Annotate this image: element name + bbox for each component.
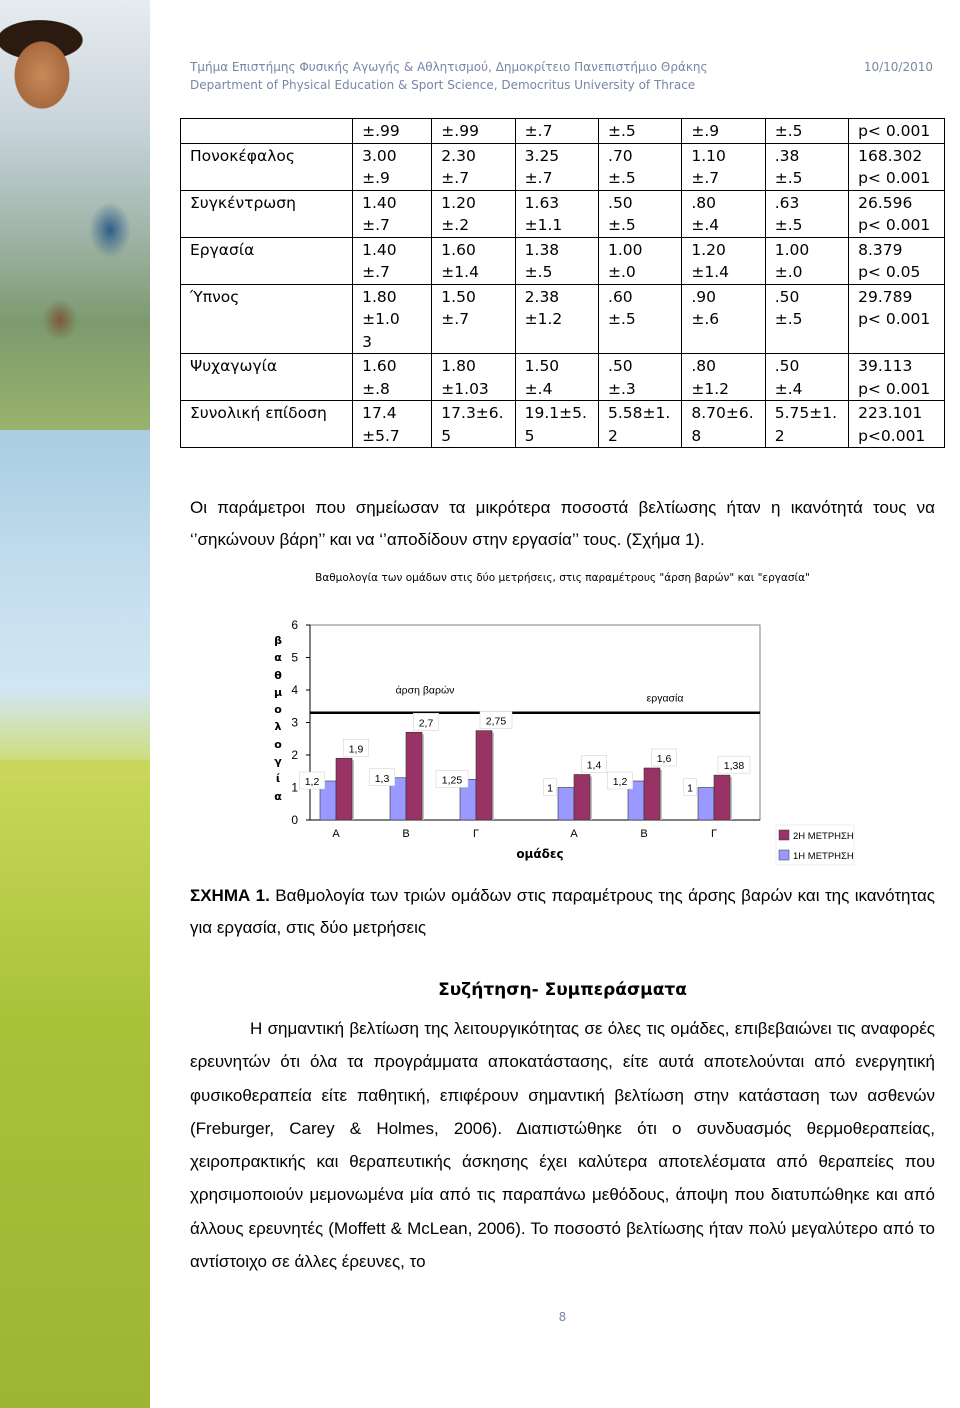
cell-value: 1.63 ±1.1 (524, 193, 563, 234)
cell-value: .60 ±.5 (608, 287, 636, 328)
cell-value: ±.7 (524, 122, 553, 140)
table-cell (682, 190, 765, 237)
table-cell (599, 190, 682, 237)
table-cell (432, 401, 515, 448)
bar-series2 (336, 758, 352, 820)
cell-value: 2.38 ±1.2 (524, 287, 563, 328)
page-number: 8 (558, 1310, 567, 1324)
table-cell (353, 143, 432, 190)
cell-value: ±.99 (441, 122, 479, 140)
group-label: άρση βαρών (395, 684, 455, 697)
cell-value: .80 ±1.2 (691, 357, 730, 398)
data-label-series2: 1,6 (656, 753, 672, 765)
legend-label: 1Η ΜΕΤΡΗΣΗ (793, 851, 854, 862)
cell-value: 1.20 ±.2 (441, 193, 476, 234)
table-cell (515, 354, 598, 401)
y-label-letter: ί (275, 772, 281, 786)
data-label-series1: 1,3 (374, 772, 390, 785)
cell-value: 1.50 ±.7 (441, 287, 476, 328)
table-cell (682, 401, 765, 448)
decorative-side-banner (0, 0, 150, 1408)
table-cell (432, 143, 515, 190)
cell-value: 1.60 ±1.4 (441, 240, 479, 281)
y-label-letter: α (274, 651, 282, 665)
p-value: 29.789 p< 0.001 (858, 287, 931, 328)
table-cell (432, 237, 515, 284)
data-label-series2: 1,9 (348, 743, 364, 756)
table-cell (682, 237, 765, 284)
table-cell (353, 284, 432, 354)
table-row (181, 143, 945, 190)
table-cell (353, 354, 432, 401)
data-label-series1: 1 (687, 782, 693, 795)
x-category-label: Α (332, 828, 340, 840)
data-label-series1: 1 (547, 782, 553, 795)
row-label (181, 119, 353, 144)
cell-value: 1.40 ±.7 (362, 240, 397, 281)
p-value-cell (849, 401, 945, 448)
table-cell (599, 401, 682, 448)
data-label-series1: 1,2 (612, 776, 628, 788)
group-label: εργασία (646, 692, 684, 705)
data-label-series2: 2,7 (418, 717, 434, 730)
legend-swatch (779, 830, 789, 840)
y-tick-label: 0 (291, 813, 298, 827)
x-axis-title: ομάδες (516, 847, 564, 861)
table-cell (765, 401, 848, 448)
table-cell (432, 354, 515, 401)
row-label: Ύπνος (181, 284, 353, 354)
table-cell (432, 190, 515, 237)
chart-title: Βαθμολογία των ομάδων στις δύο μετρήσεις, στις παραμέτρους "άρση βαρών" και "εργασία" (315, 572, 810, 584)
caption-text: Βαθμολογία των τριών ομάδων στις παραμέτρους της άρσης βαρών και της ικανότητας για εργασία, στις δύο μετρήσεις (190, 886, 936, 937)
table-cell (432, 119, 515, 144)
cell-value: .50 ±.5 (774, 287, 803, 328)
cell-value: 5.58±1. 2 (608, 404, 671, 445)
cell-value: 1.20 ±1.4 (691, 240, 730, 281)
cell-value: 3.25 ±.7 (524, 146, 560, 187)
bar-series2 (644, 768, 660, 820)
discussion-paragraph: Η σημαντική βελτίωση της λειτουργικότητας σε όλες τις ομάδες, επιβεβαιώνει τις αναφορές ερευνητών ότι όλα τα προγράμματα αποκατάστασης, είτε αυτά αποτελούνται από ενεργητική φυσικοθεραπεία είτε παθητική, επιφέρουν σημαντική βελτίωση στην κατάσταση των ασθενών (Freburger, Carey & Holmes, 2006). Διαπιστώθηκε ότι ο συνδυασμός θερμοθεραπείας, χειροπρακτικής και θεραπευτικής άσκησης έχει καλύτερα αποτελέσματα από θεραπείες που χρησιμοποιούν μεμονωμένα μία από τις παραπάνω μεθόδους, άποψη που διατυπώθηκε και από άλλους ερευνητές (Moffett & McLean, 2006). Το ποσοστό βελτίωσης ήταν πολύ μεγαλύτερο από το αντίστοιχο σε άλλες έρευνες, το (190, 1019, 935, 1272)
cell-value: .50 ±.5 (608, 193, 636, 234)
bar-series2 (476, 731, 492, 820)
results-table (180, 118, 945, 448)
table-cell (765, 119, 848, 144)
row-label: Συγκέντρωση (181, 190, 353, 237)
cell-value: 2.30 ±.7 (441, 146, 476, 187)
data-label-series2: 2,75 (485, 715, 507, 728)
cell-value: .90 ±.6 (691, 287, 720, 328)
table-cell (432, 284, 515, 354)
bar-series1 (558, 788, 574, 821)
table-cell (515, 143, 598, 190)
table-cell (515, 237, 598, 284)
table-cell (599, 354, 682, 401)
y-tick-label: 4 (291, 683, 298, 697)
row-label: Πονοκέφαλος (181, 143, 353, 190)
cell-value: 3.00 ±.9 (362, 146, 397, 187)
legend-label: 2Η ΜΕΤΡΗΣΗ (793, 831, 854, 842)
x-category-label: Β (640, 828, 648, 840)
bar-series2 (574, 775, 590, 821)
p-value-cell (849, 237, 945, 284)
table-cell (599, 284, 682, 354)
p-value: p< 0.001 (858, 122, 931, 140)
cell-value: 1.00 ±.0 (774, 240, 810, 281)
data-label-series2: 1,4 (586, 759, 602, 772)
table-cell (515, 284, 598, 354)
table-cell (515, 190, 598, 237)
y-tick-label: 5 (291, 650, 298, 665)
section-title: Συζήτηση- Συμπεράσματα (438, 980, 687, 1000)
cell-value: .38 ±.5 (774, 146, 803, 187)
p-value-cell (849, 119, 945, 144)
p-value-cell (849, 354, 945, 401)
cell-value: .80 ±.4 (691, 193, 720, 234)
y-label-letter: μ (273, 685, 283, 699)
table-cell (599, 237, 682, 284)
p-value: 39.113 p< 0.001 (858, 357, 931, 398)
caption-label: ΣΧΗΜΑ 1. (190, 886, 270, 905)
data-label-series1: 1,2 (304, 776, 320, 788)
cell-value: ±.5 (774, 122, 803, 140)
bar-chart (250, 605, 870, 870)
y-label-letter: ο (274, 737, 282, 751)
table-row (181, 190, 945, 237)
table-row (181, 237, 945, 284)
cell-value: 8.70±6. 8 (691, 404, 754, 445)
table-cell (682, 284, 765, 354)
p-value: 168.302 p< 0.001 (858, 146, 931, 187)
page-header (190, 58, 935, 94)
table-row (181, 284, 945, 354)
row-label: Εργασία (181, 237, 353, 284)
y-tick-label: 3 (291, 715, 298, 730)
table-cell (765, 354, 848, 401)
cell-value: ±.9 (691, 122, 720, 140)
children-photo (0, 0, 150, 430)
cell-value: 1.80 ±1.0 3 (362, 287, 400, 351)
header-english: Department of Physical Education & Sport Science, Democritus University of Thrace (190, 78, 696, 92)
row-label: Ψυχαγωγία (181, 354, 353, 401)
cell-value: 1.60 ±.8 (362, 357, 397, 398)
table-cell (765, 237, 848, 284)
cell-value: .50 ±.4 (774, 357, 803, 398)
x-category-label: Γ (710, 828, 718, 840)
y-label-letter: β (274, 634, 282, 647)
paragraph-findings: Οι παράμετροι που σημείωσαν τα μικρότερα ποσοστά βελτίωσης ήταν η ικανότητά τους να ‘’σηκώνουν βάρη’’ και να ‘’αποδίδουν στην εργασία’’ τους. (Σχήμα 1). (190, 498, 935, 549)
cell-value: .63 ±.5 (774, 193, 803, 234)
y-label-letter: α (274, 789, 282, 803)
cell-value: .50 ±.3 (608, 357, 636, 398)
y-tick-label: 6 (291, 618, 298, 632)
y-label-letter: λ (274, 720, 282, 734)
p-value-cell (849, 190, 945, 237)
table-cell (515, 401, 598, 448)
table-cell (515, 119, 598, 144)
table-cell (682, 119, 765, 144)
cell-value: 1.00 ±.0 (608, 240, 643, 281)
row-label: Συνολική επίδοση (181, 401, 353, 448)
table-cell (353, 237, 432, 284)
table-cell (599, 119, 682, 144)
table-row (181, 119, 945, 144)
p-value-cell (849, 284, 945, 354)
p-value-cell (849, 143, 945, 190)
cell-value: 1.38 ±.5 (524, 240, 560, 281)
cell-value: 1.10 ±.7 (691, 146, 726, 187)
p-value: 8.379 p< 0.05 (858, 240, 921, 281)
y-label-letter: ο (274, 703, 282, 717)
cell-value: 17.4 ±5.7 (362, 404, 400, 445)
figure-caption (190, 880, 935, 944)
table-row (181, 354, 945, 401)
data-label-series2: 1,38 (723, 760, 745, 773)
table-cell (765, 143, 848, 190)
bar-chart-svg (250, 605, 870, 870)
x-category-label: Β (402, 828, 410, 840)
cell-value: 5.75±1. 2 (774, 404, 838, 445)
table-cell (353, 190, 432, 237)
bar-series2 (714, 775, 730, 820)
cell-value: ±.5 (608, 122, 636, 140)
y-tick-label: 2 (291, 748, 298, 762)
table-cell (599, 143, 682, 190)
p-value: 26.596 p< 0.001 (858, 193, 931, 234)
table-cell (682, 354, 765, 401)
y-label-letter: θ (274, 668, 282, 682)
data-label-series1: 1,25 (441, 774, 463, 787)
y-tick-label: 1 (291, 780, 298, 795)
table-cell (765, 284, 848, 354)
header-date: 10/10/2010 (863, 60, 933, 74)
x-category-label: Α (570, 828, 578, 840)
bar-series1 (698, 788, 714, 821)
table-cell (765, 190, 848, 237)
table-cell (353, 401, 432, 448)
cell-value: 1.80 ±1.03 (441, 357, 489, 398)
cell-value: 1.40 ±.7 (362, 193, 397, 234)
p-value: 223.101 p<0.001 (858, 404, 926, 445)
x-category-label: Γ (472, 828, 480, 840)
header-greek: Τμήμα Επιστήμης Φυσικής Αγωγής & Αθλητισμού, Δημοκρίτειο Πανεπιστήμιο Θράκης (190, 60, 708, 74)
table-cell (353, 119, 432, 144)
cell-value: 1.50 ±.4 (524, 357, 560, 398)
cell-value: 19.1±5. 5 (524, 404, 587, 445)
cell-value: .70 ±.5 (608, 146, 636, 187)
table-cell (682, 143, 765, 190)
legend-swatch (779, 850, 789, 860)
cell-value: ±.99 (362, 122, 400, 140)
table-row (181, 401, 945, 448)
y-label-letter: γ (274, 755, 282, 769)
cell-value: 17.3±6. 5 (441, 404, 504, 445)
bar-series2 (406, 732, 422, 820)
